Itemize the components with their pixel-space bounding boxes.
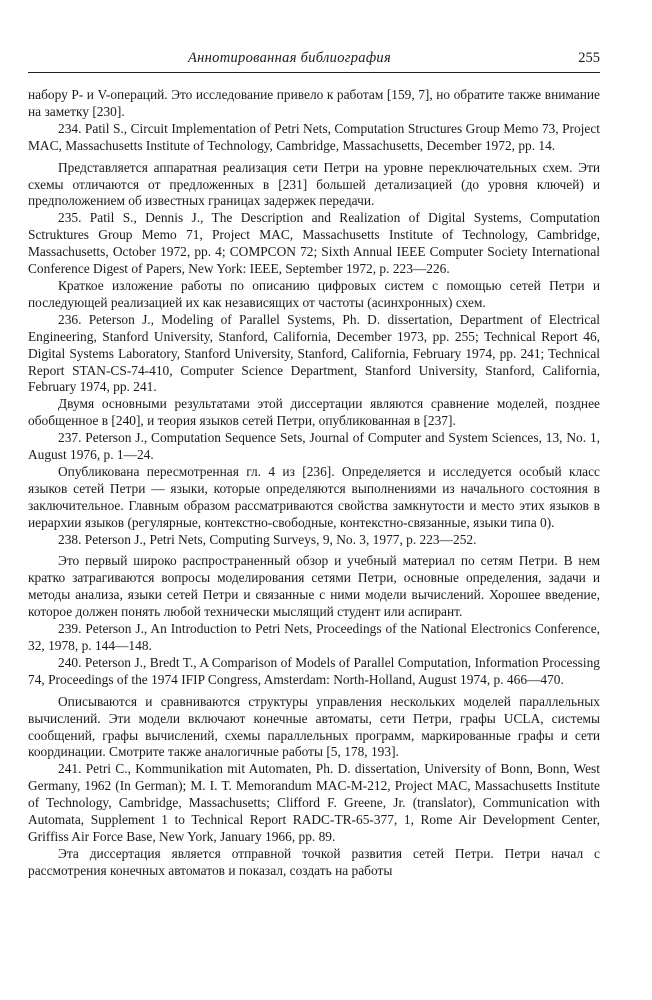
paragraph-continuation: набору P- и V-операций. Это исследование привело к работам [159, 7], но обратите также внимание на заметку [230].	[28, 87, 600, 119]
annotation-237: Опубликована пересмотренная гл. 4 из [236]. Определяется и исследуется особый класс языков сетей Петри — языки, которые определяются выполнениями из начального состояния в заключительное. Главным образом рассматриваются свойства замкнутости и место этих языков в иерархии языков (регулярные, контекстно-свободные, контекстно-связанные, языки типа 0).	[28, 463, 600, 530]
reference-entry-236: 236. Peterson J., Modeling of Parallel Systems, Ph. D. dissertation, Department of Electrical Engineering, Stanford University, Stanford, California, December 1973, pp. 255; Technical Report 46, Digital Systems Laboratory, Stanford University, Stanford, California, February 1974, pp. 241; Technical Report STAN-CS-74-410, Computer Science Department, Stanford University, Stanford, California, February 1974, pp. 241.	[28, 311, 600, 395]
annotation-236: Двумя основными результатами этой диссертации являются сравнение моделей, позднее обобщенное в [240], и теория языков сетей Петри, опубликованная в [237].	[28, 396, 600, 429]
page-number: 255	[578, 50, 600, 66]
annotation-240: Описываются и сравниваются структуры управления нескольких моделей параллельных вычислений. Эти модели включают конечные автоматы, сети Петри, графы UCLA, системы сообщений, графы вычислений, схемы параллельных программ, маркированные графы и сети координации. Смотрите также аналогичные работы [5, 178, 193].	[28, 693, 600, 760]
reference-entry-237: 237. Peterson J., Computation Sequence Sets, Journal of Computer and System Sciences, 13, No. 1, August 1976, p. 1—24.	[28, 430, 600, 463]
annotation-235: Краткое изложение работы по описанию цифровых систем с помощью сетей Петри и последующей реализацией их как независящих от частоты (асинхронных) схем.	[28, 277, 600, 310]
running-title: Аннотированная библиография	[188, 50, 392, 66]
annotation-241: Эта диссертация является отправной точкой развития сетей Петри. Петри начал с рассмотрения конечных автоматов и показал, создать на работы	[28, 845, 600, 878]
running-header	[28, 50, 600, 73]
bibliography-text	[28, 87, 600, 880]
annotation-238: Это первый широко распространенный обзор и учебный материал по сетям Петри. В нем кратко затрагиваются вопросы моделирования сетями Петри, основные определения, задачи и методы анализа, языки сетей Петри и связанные с ними модели вычислений. Хорошее введение, которое должен понять любой технически мыслящий студент или аспирант.	[28, 553, 600, 620]
reference-entry-239: 239. Peterson J., An Introduction to Petri Nets, Proceedings of the National Electronics Conference, 32, 1978, p. 144—148.	[28, 621, 600, 653]
reference-entry-234: 234. Patil S., Circuit Implementation of Petri Nets, Computation Structures Group Memo 73, Project MAC, Massachusetts Institute of Technology, Cambridge, Massachusetts, December 1972, pp. 14.	[28, 120, 600, 153]
annotation-234: Представляется аппаратная реализация сети Петри на уровне переключательных схем. Эти схемы отличаются от предложенных в [231] большей детализацией (до уровня ключей) и предположением об известных границах задержек передачи.	[28, 159, 600, 209]
reference-entry-238: 238. Peterson J., Petri Nets, Computing Surveys, 9, No. 3, 1977, p. 223—252.	[58, 531, 477, 547]
reference-entry-241: 241. Petri C., Kommunikation mit Automaten, Ph. D. dissertation, University of Bonn, Bonn, West Germany, 1962 (In German); M. I. T. Memorandum MAC-M-212, Project MAC, Massachusetts Institute of Technology, Cambridge, Massachusetts; Clifford F. Greene, Jr. (translator), Communication with Automata, Supplement 1 to Technical Report RADC-TR-65-377, 1, Rome Air Development Center, Griffiss Air Force Base, New York, January 1966, pp. 89.	[28, 761, 600, 844]
reference-entry-240: 240. Peterson J., Bredt T., A Comparison of Models of Parallel Computation, Information Processing 74, Proceedings of the 1974 IFIP Congress, Amsterdam: North-Holland, August 1974, p. 466—470.	[28, 654, 600, 687]
reference-entry-235: 235. Patil S., Dennis J., The Description and Realization of Digital Systems, Computation Sctruktures Group Memo 71, Project MAC, Massachusetts Institute of Technology, Cambridge, Massachusetts, October 1972, pp. 4; COMPCON 72; Sixth Annual IEEE Computer Society International Conference Digest of Papers, New York: IEEE, September 1972, p. 223—226.	[28, 210, 600, 277]
